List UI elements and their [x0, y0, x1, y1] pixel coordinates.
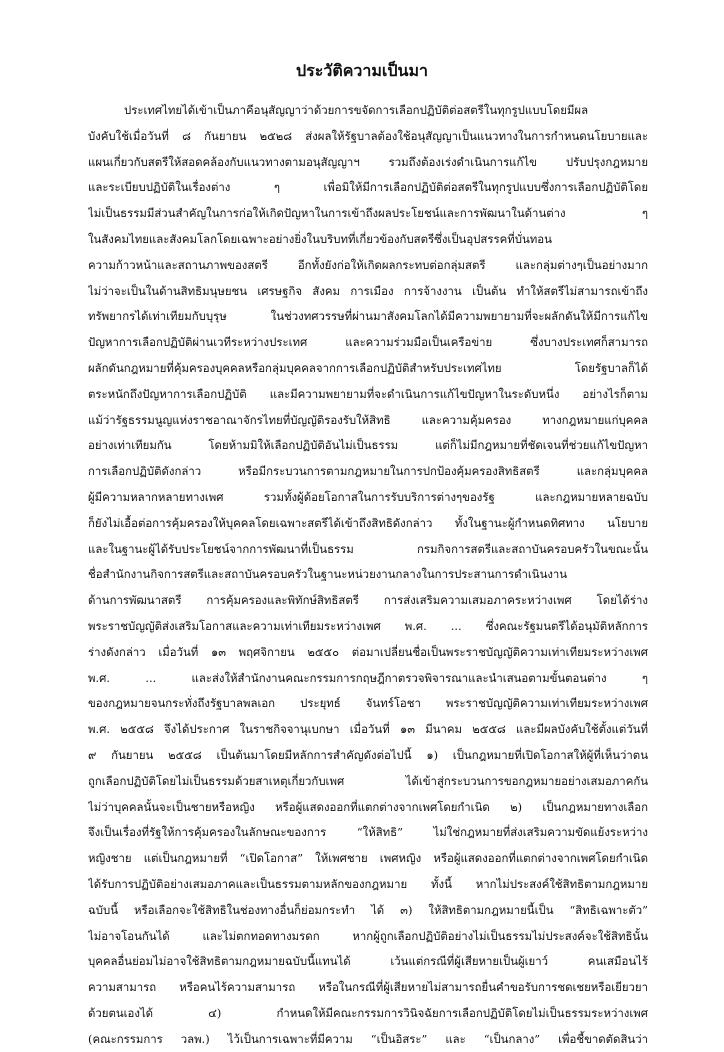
text-line: ก็ยังไม่เอื้อต่อการคุ้มครองให้บุคคลโดยเฉพาะสตรีได้เข้าถึงสิทธิดังกล่าว ทั้งในฐานะผู้กำหนดทิศทาง นโยบาย: [88, 515, 648, 530]
text-line: ในสังคมไทยและสังคมโลกโดยเฉพาะอย่างยิ่งในบริบทที่เกี่ยวข้องกับสตรีซึ่งเป็นอุปสรรคที่บั่นทอน: [88, 231, 552, 246]
text-line: ร่างดังกล่าว เมื่อวันที่ ๑๓ พฤศจิกายน ๒๕๕๐ ต่อมาเปลี่ยนชื่อเป็นพระราชบัญญัติความเท่าเทียมระหว่างเพศ: [88, 644, 648, 659]
text-line: หญิงชาย แต่เป็นกฎหมายที่ “เปิดโอกาส” ให้เพศชาย เพศหญิง หรือผู้แสดงออกที่แตกต่างจากเพศโดยกำเนิด: [88, 851, 648, 866]
text-line: ของกฎหมายจนกระทั่งถึงรัฐบาลพลเอก ประยุทธ์ จันทร์โอชา พระราชบัญญัติความเท่าเทียมระหว่างเพศ: [88, 696, 648, 711]
body-paragraph: [88, 98, 648, 1052]
text-line: ทรัพยากรได้เท่าเทียมกับบุรุษ ในช่วงทศวรรษที่ผ่านมาสังคมโลกได้มีความพยายามที่จะผลักดันให้มีการแก้ไข: [88, 309, 648, 324]
text-line: ได้รับการปฏิบัติอย่างเสมอภาคและเป็นธรรมตามหลักของกฎหมาย ทั้งนี้ หากไม่ประสงค์ใช้สิทธิตามกฎหมาย: [88, 876, 648, 891]
text-line: ความก้าวหน้าและสถานภาพของสตรี อีกทั้งยังก่อให้เกิดผลกระทบต่อกลุ่มสตรี และกลุ่มต่างๆเป็นอย่างมาก: [88, 257, 648, 272]
text-line: ประเทศไทยได้เข้าเป็นภาคีอนุสัญญาว่าด้วยการขจัดการเลือกปฏิบัติต่อสตรีในทุกรูปแบบโดยมีผล: [124, 103, 589, 117]
text-line: ตระหนักถึงปัญหาการเลือกปฏิบัติ และมีความพยายามที่จะดำเนินการแก้ไขปัญหาในระดับหนึ่ง อย่างไรก็ตาม: [88, 386, 648, 401]
page-title: ประวัติความเป็นมา: [295, 61, 429, 80]
text-line: ชื่อสำนักงานกิจการสตรีและสถาบันครอบครัวในฐานะหน่วยงานกลางในการประสานการดำเนินงาน: [88, 567, 568, 582]
text-line: พระราชบัญญัติส่งเสริมโอกาสและความเท่าเทียมระหว่างเพศ พ.ศ. ... ซึ่งคณะรัฐมนตรีได้อนุมัติหลักการ: [88, 618, 648, 633]
text-line: ความสามารถ หรือคนไร้ความสามารถ หรือในกรณีที่ผู้เสียหายไม่สามารถยื่นคำขอรับการชดเชยหรือเยียวยา: [88, 980, 648, 995]
text-line: ไม่เป็นธรรมมีส่วนสำคัญในการก่อให้เกิดปัญหาในการเข้าถึงผลประโยชน์และการพัฒนาในด้านต่าง ๆ: [88, 206, 648, 221]
text-line: และระเบียบปฏิบัติในเรื่องต่าง ๆ เพื่อมิให้มีการเลือกปฏิบัติต่อสตรีในทุกรูปแบบซึ่งการเลือกปฏิบัติโดย: [88, 180, 648, 195]
text-line: ผลักดันกฎหมายที่คุ้มครองบุคคลหรือกลุ่มบุคคลจากการเลือกปฏิบัติสำหรับประเทศไทย โดยรัฐบาลก็ได้: [88, 360, 648, 375]
text-line: ไม่อาจโอนกันได้ และไม่ตกทอดทางมรดก หากผู้ถูกเลือกปฏิบัติอย่างไม่เป็นธรรมไม่ประสงค์จะใช้สิทธินั้น: [88, 928, 648, 943]
text-line: ผู้มีความหลากหลายทางเพศ รวมทั้งผู้ด้อยโอกาสในการรับบริการต่างๆของรัฐ และกฎหมายหลายฉบับ: [88, 489, 648, 504]
text-line: ปัญหาการเลือกปฏิบัติผ่านเวทีระหว่างประเทศ และความร่วมมือเป็นเครือข่าย ซึ่งบางประเทศก็สามารถ: [88, 335, 648, 350]
text-line: (คณะกรรมการ วลพ.) ไว้เป็นการเฉพาะที่มีความ “เป็นอิสระ” และ “เป็นกลาง” เพื่อชี้ขาดตัดสินว่า: [88, 1031, 648, 1046]
text-line: พ.ศ. ๒๕๕๘ จึงได้ประกาศ ในราชกิจจานุเบกษา เมื่อวันที่ ๑๓ มีนาคม ๒๕๕๘ และมีผลบังคับใช้ตั้งแต่วันที่: [88, 722, 648, 737]
text-line: ด้านการพัฒนาสตรี การคุ้มครองและพิทักษ์สิทธิสตรี การส่งเสริมความเสมอภาคระหว่างเพศ โดยได้ร่าง: [88, 593, 648, 608]
text-line: บังคับใช้เมื่อวันที่ ๘ กันยายน ๒๕๒๘ ส่งผลให้รัฐบาลต้องใช้อนุสัญญาเป็นแนวทางในการกำหนดนโยบายและ: [88, 128, 648, 143]
text-line: ด้วยตนเองได้ ๔) กำหนดให้มีคณะกรรมการวินิจฉัยการเลือกปฏิบัติโดยไม่เป็นธรรมระหว่างเพศ: [88, 1005, 648, 1020]
text-line: ไม่ว่าบุคคลนั้นจะเป็นชายหรือหญิง หรือผู้แสดงออกที่แตกต่างจากเพศโดยกำเนิด ๒) เป็นกฎหมายทางเลือก: [88, 799, 648, 814]
text-line: อย่างเท่าเทียมกัน โดยห้ามมิให้เลือกปฏิบัติอันไม่เป็นธรรม แต่ก็ไม่มีกฎหมายที่ชัดเจนที่ช่วยแก้ไขปัญหา: [88, 438, 648, 453]
text-line: และในฐานะผู้ได้รับประโยชน์จากการพัฒนาที่เป็นธรรม กรมกิจการสตรีและสถาบันครอบครัวในขณะนั้น: [88, 541, 648, 556]
text-line: ไม่ว่าจะเป็นในด้านสิทธิมนุษยชน เศรษฐกิจ สังคม การเมือง การจ้างงาน เป็นต้น ทำให้สตรีไม่สามารถเข้าถึง: [88, 283, 648, 298]
text-line: จึงเป็นเรื่องที่รัฐให้การคุ้มครองในลักษณะของการ “ให้สิทธิ” ไม่ใช่กฎหมายที่ส่งเสริมความขัดแย้งระหว่าง: [88, 825, 648, 840]
text-line: แผนเกี่ยวกับสตรีให้สอดคล้องกับแนวทางตามอนุสัญญาฯ รวมถึงต้องเร่งดำเนินการแก้ไข ปรับปรุงกฎหมาย: [88, 154, 648, 169]
text-line: ๙ กันยายน ๒๕๕๘ เป็นต้นมาโดยมีหลักการสำคัญดังต่อไปนี้ ๑) เป็นกฎหมายที่เปิดโอกาสให้ผู้ที่เห็นว่าตน: [88, 747, 648, 762]
text-line: แม้ว่ารัฐธรรมนูญแห่งราชอาณาจักรไทยที่บัญญัติรองรับให้สิทธิ และความคุ้มครอง ทางกฎหมายแก่บุคคล: [88, 412, 648, 427]
text-line: บุคคลอื่นย่อมไม่อาจใช้สิทธิตามกฎหมายฉบับนี้แทนได้ เว้นแต่กรณีที่ผู้เสียหายเป็นผู้เยาว์ คนเสมือนไร้: [88, 954, 648, 969]
text-line: พ.ศ. ... และส่งให้สำนักงานคณะกรรมการกฤษฎีกาตรวจพิจารณาและนำเสนอตามขั้นตอนต่าง ๆ: [88, 670, 648, 685]
text-line: ถูกเลือกปฏิบัติโดยไม่เป็นธรรมด้วยสาเหตุเกี่ยวกับเพศ ได้เข้าสู่กระบวนการขอกฎหมายอย่างเสมอภาคกัน: [88, 773, 648, 788]
text-line: การเลือกปฏิบัติดังกล่าว หรือมีกระบวนการตามกฎหมายในการปกป้องคุ้มครองสิทธิสตรี และกลุ่มบุคคล: [88, 464, 648, 479]
text-line: ฉบับนี้ หรือเลือกจะใช้สิทธิในช่องทางอื่นก็ย่อมกระทำ ได้ ๓) ให้สิทธิตามกฎหมายนี้เป็น “สิทธิเฉพาะตัว”: [88, 902, 648, 917]
